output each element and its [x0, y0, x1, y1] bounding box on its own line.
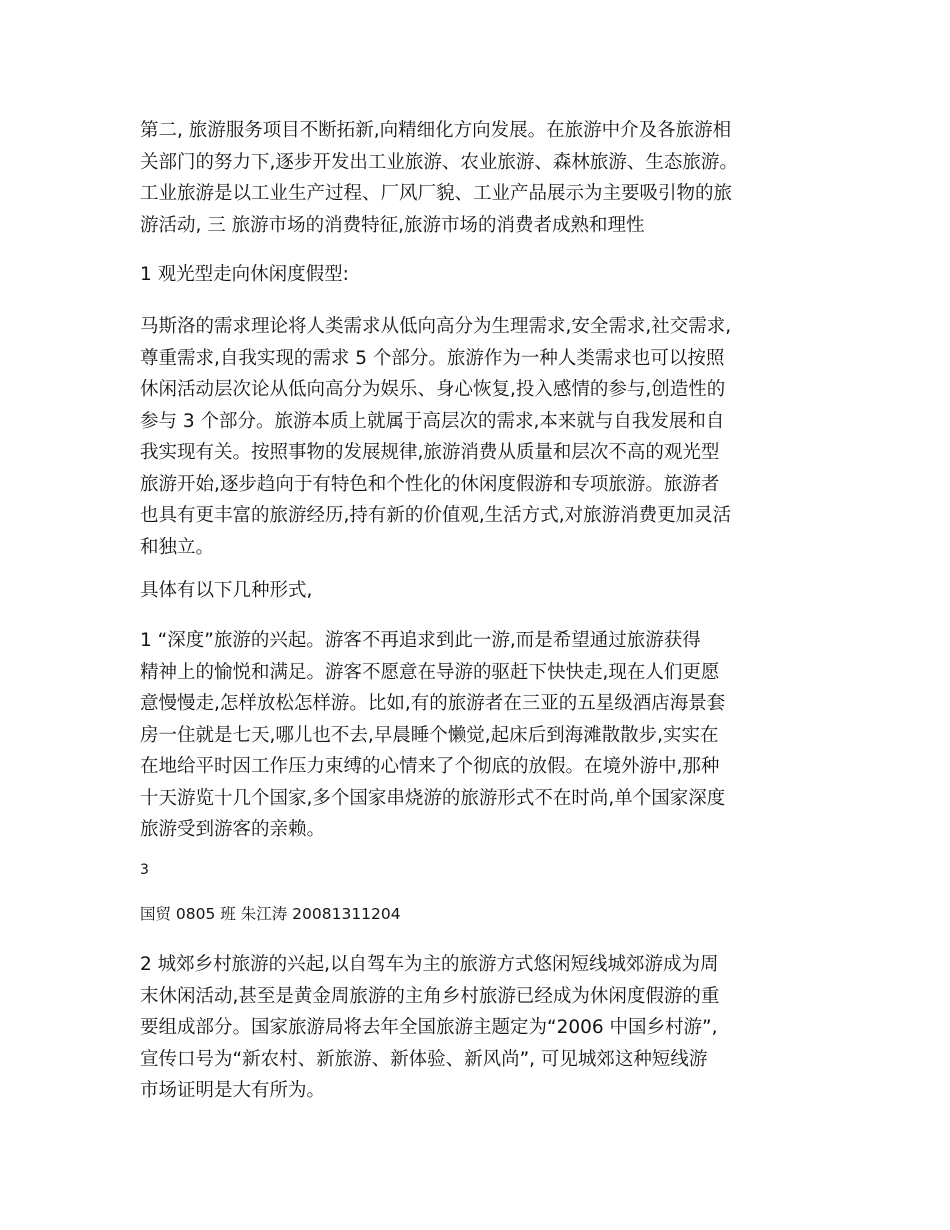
text-line: 休闲活动层次论从低向高分为娱乐、身心恢复,投入感情的参与,创造性的 [140, 379, 726, 400]
text-line: 具体有以下几种形式, [140, 580, 313, 601]
text-line: 马斯洛的需求理论将人类需求从低向高分为生理需求,安全需求,社交需求, [140, 316, 732, 337]
text-line: 第二, 旅游服务项目不断拓新,向精细化方向发展。在旅游中介及各旅游相 [140, 120, 732, 141]
page-number: 3 [140, 862, 149, 878]
text-line: 十天游览十几个国家,多个国家串烧游的旅游形式不在时尚,单个国家深度 [140, 787, 726, 809]
text-line: 精神上的愉悦和满足。游客不愿意在导游的驱赶下快快走,现在人们更愿 [140, 661, 720, 683]
text-line: 尊重需求,自我实现的需求 5 个部分。旅游作为一种人类需求也可以按照 [140, 347, 725, 369]
text-line: 末休闲活动,甚至是黄金周旅游的主角乡村旅游已经成为休闲度假游的重 [140, 985, 720, 1007]
paragraph-maslow [140, 311, 815, 563]
text-line: 1 观光型走向休闲度假型: [140, 264, 349, 285]
text-line: 市场证明是大有所为。 [140, 1080, 326, 1101]
paragraph-forms-intro [140, 575, 815, 607]
text-line: 2 城郊乡村旅游的兴起,以自驾车为主的旅游方式悠闲短线城郊游成为周 [140, 954, 719, 975]
text-line: 旅游受到游客的亲赖。 [140, 819, 326, 840]
text-line: 1 “深度”旅游的兴起。游客不再追求到此一游,而是希望通过旅游获得 [140, 630, 701, 651]
text-line: 和独立。 [140, 536, 215, 558]
text-line: 游活动, 三 旅游市场的消费特征,旅游市场的消费者成熟和理性 [140, 214, 645, 236]
paragraph-rural-travel [140, 949, 815, 1107]
paragraph-deep-travel [140, 625, 815, 846]
text-line: 工业旅游是以工业生产过程、厂风厂貌、工业产品展示为主要吸引物的旅 [140, 183, 733, 204]
text-line: 房一住就是七天,哪儿也不去,早晨睡个懒觉,起床后到海滩散散步,实实在 [140, 724, 719, 746]
text-line: 关部门的努力下,逐步开发出工业旅游、农业旅游、森林旅游、生态旅游。 [140, 151, 738, 173]
author-line: 国贸 0805 班 朱江涛 20081311204 [140, 905, 401, 923]
paragraph-heading-leisure [140, 259, 815, 291]
text-line: 也具有更丰富的旅游经历,持有新的价值观,生活方式,对旅游消费更加灵活 [140, 505, 732, 526]
text-line: 我实现有关。按照事物的发展规律,旅游消费从质量和层次不高的观光型 [140, 442, 720, 463]
text-line: 参与 3 个部分。旅游本质上就属于高层次的需求,本来就与自我发展和自 [140, 410, 725, 432]
text-line: 旅游开始,逐步趋向于有特色和个性化的休闲度假游和专项旅游。旅游者 [140, 473, 720, 495]
paragraph-1 [140, 115, 815, 241]
text-line: 要组成部分。国家旅游局将去年全国旅游主题定为“2006 中国乡村游”, [140, 1017, 718, 1038]
text-line: 宣传口号为“新农村、新旅游、新体验、新风尚”, 可见城郊这种短线游 [140, 1048, 708, 1070]
text-line: 意慢慢走,怎样放松怎样游。比如,有的旅游者在三亚的五星级酒店海景套 [140, 693, 726, 714]
text-line: 在地给平时因工作压力束缚的心情来了个彻底的放假。在境外游中,那种 [140, 756, 720, 777]
